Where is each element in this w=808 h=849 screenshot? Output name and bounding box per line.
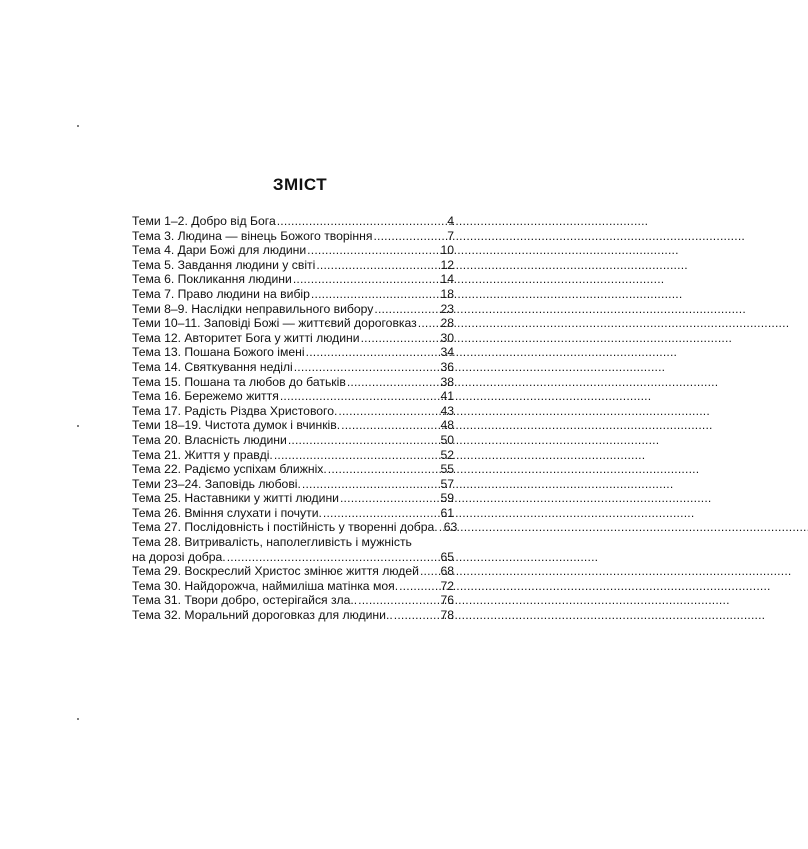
toc-entry-page: 4 <box>447 214 454 228</box>
toc-entry <box>132 564 454 579</box>
toc-entry-title: Тема 26. Вміння слухати і почути. <box>132 505 322 520</box>
dot-leader <box>306 345 440 360</box>
toc-entry-page: 72 <box>440 578 454 593</box>
toc-entry-title: Тема 12. Авторитет Бога у житті людини <box>132 330 360 345</box>
scan-dot <box>77 718 79 720</box>
dot-leader <box>316 258 439 273</box>
dot-leader <box>323 506 440 521</box>
toc-entry-title: Тема 29. Воскреслий Христос змінює життя людей <box>132 564 419 579</box>
toc-entry-title: Тема 17. Радість Різдва Христового. <box>132 403 338 418</box>
toc-entry-page: 50 <box>440 432 454 447</box>
toc-entry-title: Тема 7. Право людини на вибір <box>132 286 310 301</box>
toc-entry-page: 30 <box>440 330 454 345</box>
toc-entry-title: Тема 5. Завдання людини у світі <box>132 257 316 272</box>
dot-leader <box>280 389 440 404</box>
dot-leader <box>274 448 440 463</box>
dot-leader <box>418 316 440 331</box>
toc-entry-page: 48 <box>440 418 454 433</box>
toc-entry-title: Тема 20. Власність людини <box>132 432 287 447</box>
toc-entry-title: Тема 16. Бережемо життя <box>132 389 279 404</box>
toc-entry <box>132 214 454 229</box>
toc-entry-title: Тема 25. Наставники у житті людини <box>132 491 339 506</box>
toc-entry-page: 10 <box>440 243 454 258</box>
dot-leader <box>288 433 440 448</box>
toc-entry-page: 14 <box>440 272 454 287</box>
dot-leader <box>311 287 440 302</box>
dot-leader <box>307 243 439 258</box>
toc-entry <box>132 404 454 419</box>
toc-entry-page: 7 <box>447 228 454 243</box>
toc-entry-title: Тема 28. Витривалість, наполегливість і мужність <box>132 535 412 550</box>
toc-entry <box>132 229 454 244</box>
table-of-contents <box>132 214 458 623</box>
toc-entry-title: на дорозі добра. <box>132 549 226 564</box>
toc-entry <box>132 258 454 273</box>
toc-entry <box>132 375 454 390</box>
toc-entry-page: 43 <box>440 403 454 418</box>
dot-leader <box>399 579 439 594</box>
toc-entry-page: 57 <box>440 476 454 491</box>
toc-entry <box>132 331 454 346</box>
dot-leader <box>227 550 440 565</box>
toc-entry-page: 68 <box>440 564 454 579</box>
dot-leader <box>294 360 440 375</box>
toc-entry-page: 59 <box>440 491 454 506</box>
toc-entry <box>132 360 454 375</box>
toc-entry <box>132 593 454 608</box>
dot-leader <box>341 418 439 433</box>
toc-entry-title: Тема 30. Найдорожча, наймиліша матінка моя. <box>132 578 399 593</box>
dot-leader <box>347 375 440 390</box>
toc-entry-title: Тема 31. Твори добро, остерігайся зла.. <box>132 593 358 608</box>
toc-entry-page: 55 <box>440 462 454 477</box>
toc-entry <box>132 345 454 360</box>
toc-entry-page: 18 <box>440 286 454 301</box>
toc-entry-title: Тема 3. Людина — вінець Божого творіння <box>132 228 373 243</box>
toc-entry-title: Теми 18–19. Чистота думок і вчинків. <box>132 418 341 433</box>
toc-entry-page: 52 <box>440 447 454 462</box>
dot-leader <box>420 564 439 579</box>
scan-dot <box>77 425 79 427</box>
toc-entry <box>132 579 454 594</box>
toc-entry-page: 23 <box>440 301 454 316</box>
toc-entry <box>132 520 458 535</box>
dot-leader <box>328 462 440 477</box>
toc-entry <box>132 418 454 433</box>
toc-entry-title: Теми 8–9. Наслідки неправильного вибору <box>132 301 374 316</box>
toc-entry-title: Теми 1–2. Добро від Бога <box>132 214 276 228</box>
dot-leader <box>277 214 446 229</box>
toc-entry <box>132 608 454 623</box>
toc-entry-title: Теми 23–24. Заповідь любові. <box>132 476 301 491</box>
toc-entry-title: Тема 6. Покликання людини <box>132 272 292 287</box>
toc-entry <box>132 535 454 550</box>
toc-entry <box>132 243 454 258</box>
toc-entry <box>132 448 454 463</box>
toc-entry <box>132 477 454 492</box>
toc-entry-page: 28 <box>440 316 454 331</box>
dot-leader <box>293 272 440 287</box>
toc-entry <box>132 302 454 317</box>
toc-entry-title: Тема 27. Послідовність і постійність у творенні добра. <box>132 520 438 535</box>
toc-entry-page: 61 <box>440 505 454 520</box>
dot-leader <box>394 608 440 623</box>
dot-leader <box>439 520 443 535</box>
dot-leader <box>374 302 439 317</box>
toc-entry-page: 12 <box>440 257 454 272</box>
toc-entry-title: Тема 4. Дари Божі для людини <box>132 243 307 258</box>
toc-entry <box>132 389 454 404</box>
page-title: ЗМІСТ <box>272 175 328 194</box>
toc-entry <box>132 433 454 448</box>
toc-entry-page: 76 <box>440 593 454 608</box>
dot-leader <box>340 491 439 506</box>
toc-entry <box>132 491 454 506</box>
toc-entry-title: Тема 32. Моральний дороговказ для людини.. <box>132 608 393 623</box>
dot-leader <box>338 404 439 419</box>
toc-entry <box>132 506 454 521</box>
toc-entry <box>132 287 454 302</box>
toc-entry-page: 36 <box>440 359 454 374</box>
toc-entry <box>132 550 454 565</box>
dot-leader <box>361 331 440 346</box>
toc-entry-title: Тема 13. Пошана Божого імені <box>132 345 305 360</box>
scan-dot <box>77 125 79 127</box>
toc-entry-title: Тема 22. Радіємо успіхам ближніх. <box>132 462 327 477</box>
toc-entry-page: 63 <box>443 520 458 535</box>
dot-leader <box>373 229 446 244</box>
toc-entry-title: Теми 10–11. Заповіді Божі — життєвий дороговказ <box>132 316 417 331</box>
toc-entry-page: 41 <box>440 389 454 404</box>
toc-entry <box>132 462 454 477</box>
toc-entry <box>132 272 454 287</box>
toc-entry-page: 78 <box>440 608 454 623</box>
toc-entry-title: Тема 15. Пошана та любов до батьків <box>132 374 346 389</box>
toc-entry-title: Тема 21. Життя у правді. <box>132 447 273 462</box>
dot-leader <box>302 477 440 492</box>
toc-entry <box>132 316 454 331</box>
toc-entry-title: Тема 14. Святкування неділі <box>132 359 293 374</box>
toc-entry-page: 65 <box>440 549 454 564</box>
toc-entry-page: 34 <box>440 345 454 360</box>
dot-leader <box>358 593 439 608</box>
toc-entry-page: 38 <box>440 374 454 389</box>
